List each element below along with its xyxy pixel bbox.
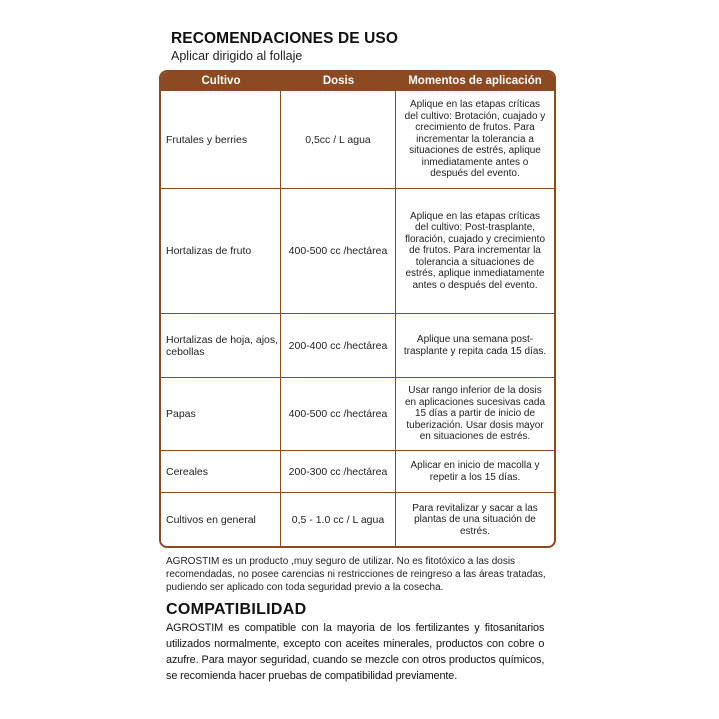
cell-dosis: 200-300 cc /hectárea [281, 451, 396, 492]
cell-dosis: 400-500 cc /hectárea [281, 378, 396, 450]
cell-momento: Para revitalizar y sacar a las plantas de una situación de estrés. [412, 502, 538, 537]
cell-momento: Usar rango inferior de la dosis en aplicaciones sucesivas cada 15 días a partir de inicio de tuberización. Usar dosis mayor en situaciones de estrés. [404, 385, 546, 443]
cell-dosis: 200-400 cc /hectárea [281, 314, 396, 377]
cell-cultivo: Frutales y berries [161, 91, 281, 188]
cell-momento: Aplique en las etapas críticas del cultivo: Brotación, cuajado y crecimiento de frutos. Para incrementar la tolerancia a situaciones de estrés, aplique inmediatamente antes o después del evento. [404, 99, 546, 180]
table-row [161, 450, 554, 492]
usage-table [159, 70, 556, 548]
table-row [161, 377, 554, 450]
safety-note: AGROSTIM es un producto ,muy seguro de utilizar. No es fitotóxico a las dosis recomendadas, no posee carencias ni restricciones de reingreso a las áreas tratadas, pudiendo ser aplicado con toda seguridad previo a la cosecha. [166, 556, 546, 593]
compatibility-title: COMPATIBILIDAD [166, 601, 307, 618]
cell-dosis: 0,5cc / L agua [281, 91, 396, 188]
cell-cultivo: Papas [161, 378, 281, 450]
page-title: RECOMENDACIONES DE USO [171, 30, 398, 47]
cell-momento: Aplique una semana post-trasplante y repita cada 15 días. [403, 334, 547, 357]
cell-dosis: 0,5 - 1.0 cc / L agua [281, 493, 396, 547]
table-row [161, 188, 554, 313]
column-header-momentos: Momentos de aplicación [408, 75, 542, 87]
cell-momento: Aplique en las etapas críticas del cultivo: Post-trasplante, floración, cuajado y crecimiento de frutos. Para incrementar la tolerancia a situaciones de estrés, aplique inmediatamente antes o después del evento. [404, 210, 546, 291]
cell-cultivo: Cultivos en general [161, 493, 281, 547]
cell-momento: Aplicar en inicio de macolla y repetir a los 15 días. [410, 460, 540, 483]
cell-cultivo: Hortalizas de hoja, ajos, cebollas [161, 314, 281, 377]
table-row [161, 313, 554, 377]
compatibility-body: AGROSTIM es compatible con la mayoria de los fertilizantes y fitosanitarios utilizados normalmente, excepto con aceites minerales, productos con cobre o azufre. Para mayor seguridad, cuando se mezcle con otros productos químicos, se recomienda hacer pruebas de compatibilidad previamente. [166, 622, 545, 682]
page-subtitle: Aplicar dirigido al follaje [171, 49, 303, 63]
cell-cultivo: Hortalizas de fruto [161, 189, 281, 313]
table-row [161, 492, 554, 547]
column-header-cultivo: Cultivo [201, 75, 241, 87]
table-header [161, 72, 554, 90]
column-header-dosis: Dosis [322, 75, 355, 87]
cell-cultivo: Cereales [161, 451, 281, 492]
cell-dosis: 400-500 cc /hectárea [281, 189, 396, 313]
table-row [161, 90, 554, 188]
